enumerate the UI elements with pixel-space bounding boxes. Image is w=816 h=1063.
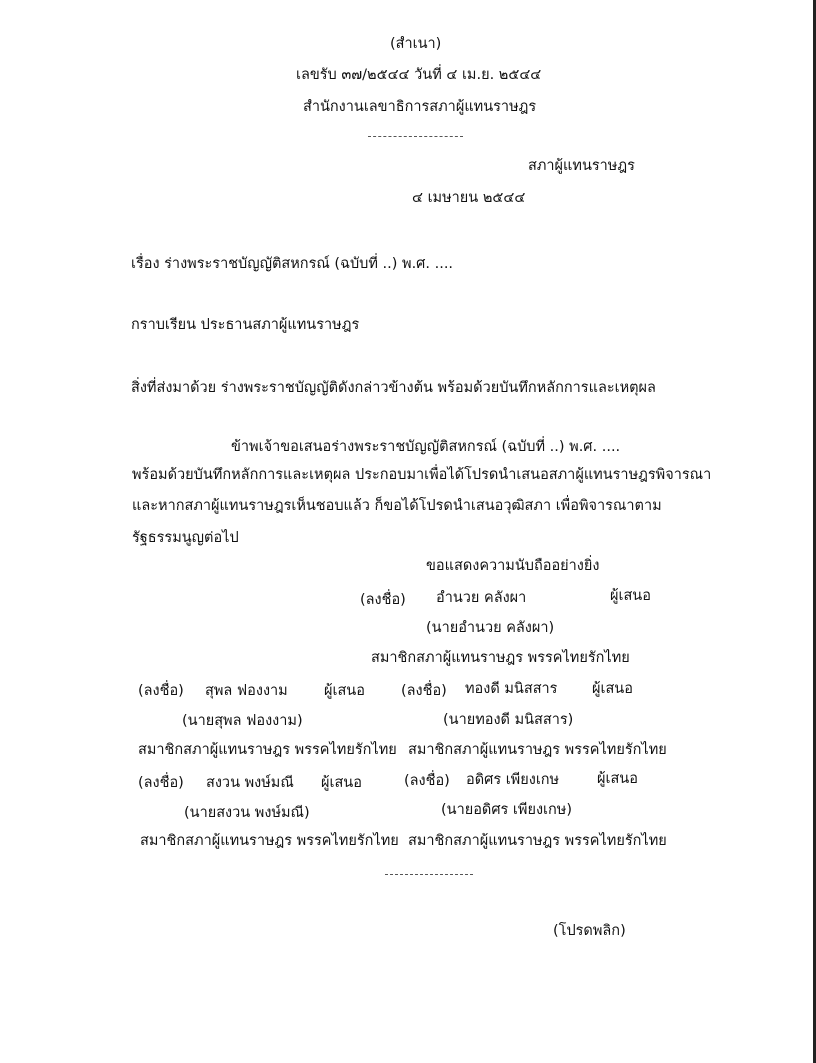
signatory-affiliation: สมาชิกสภาผู้แทนราษฎร พรรคไทยรักไทย [371,650,630,666]
signatory-affiliation: สมาชิกสภาผู้แทนราษฎร พรรคไทยรักไทย [140,833,399,849]
signed-label: (ลงชื่อ) [360,592,406,608]
body-line-1: ข้าพเจ้าขอเสนอร่างพระราชบัญญัติสหกรณ์ (ฉบับที่ ..) พ.ศ. .... [231,439,621,455]
proposer-label: ผู้เสนอ [597,771,638,787]
header-divider [368,136,463,137]
signatory-full-name: (นายทองดี มนิสสาร) [443,712,574,728]
letter-date: ๔ เมษายน ๒๕๔๔ [412,190,526,206]
signed-label: (ลงชื่อ) [138,775,184,791]
proposer-label: ผู้เสนอ [610,588,651,604]
signatory-full-name: (นายสงวน พงษ์มณี) [184,805,310,821]
receiving-office: สำนักงานเลขาธิการสภาผู้แทนราษฎร [303,99,537,115]
signatory-affiliation: สมาชิกสภาผู้แทนราษฎร พรรคไทยรักไทย [408,833,667,849]
signed-label: (ลงชื่อ) [401,683,447,699]
signature: ทองดี มนิสสาร [465,681,558,697]
signature: สงวน พงษ์มณี [206,775,294,791]
proposer-label: ผู้เสนอ [321,775,362,791]
footer-divider [385,874,473,875]
signatory-affiliation: สมาชิกสภาผู้แทนราษฎร พรรคไทยรักไทย [408,742,667,758]
proposer-label: ผู้เสนอ [592,681,633,697]
turn-over-note: (โปรดพลิก) [553,923,626,939]
subject-line: เรื่อง ร่างพระราชบัญญัติสหกรณ์ (ฉบับที่ ..) พ.ศ. .... [131,256,454,272]
enclosure-line: สิ่งที่ส่งมาด้วย ร่างพระราชบัญญัติดังกล่าวข้างต้น พร้อมด้วยบันทึกหลักการและเหตุผล [131,380,656,396]
addressee-line: กราบเรียน ประธานสภาผู้แทนราษฎร [131,317,360,333]
body-line-2: พร้อมด้วยบันทึกหลักการและเหตุผล ประกอบมาเพื่อได้โปรดนำเสนอสภาผู้แทนราษฎรพิจารณา [132,467,712,483]
signatory-full-name: (นายอดิศร เพียงเกษ) [441,802,572,818]
signature: อดิศร เพียงเกษ [466,772,560,788]
signatory-affiliation: สมาชิกสภาผู้แทนราษฎร พรรคไทยรักไทย [138,742,397,758]
signatory-full-name: (นายสุพล ฟองงาม) [182,713,303,729]
receipt-number: เลขรับ ๓๗/๒๕๔๔ วันที่ ๔ เม.ย. ๒๕๔๔ [296,67,542,83]
closing-phrase: ขอแสดงความนับถืออย่างยิ่ง [426,558,600,574]
signature: อำนวย คลังผา [436,590,527,606]
signatory-full-name: (นายอำนวย คลังผา) [426,620,555,636]
body-line-4: รัฐธรรมนูญต่อไป [132,530,239,546]
signed-label: (ลงชื่อ) [138,683,184,699]
copy-mark: (สำเนา) [390,36,442,52]
body-line-3: และหากสภาผู้แทนราษฎรเห็นชอบแล้ว ก็ขอได้โปรดนำเสนอวุฒิสภา เพื่อพิจารณาตาม [132,498,662,514]
signature: สุพล ฟองงาม [205,683,288,699]
signed-label: (ลงชื่อ) [404,773,450,789]
proposer-label: ผู้เสนอ [324,683,365,699]
sender-name: สภาผู้แทนราษฎร [528,158,635,174]
